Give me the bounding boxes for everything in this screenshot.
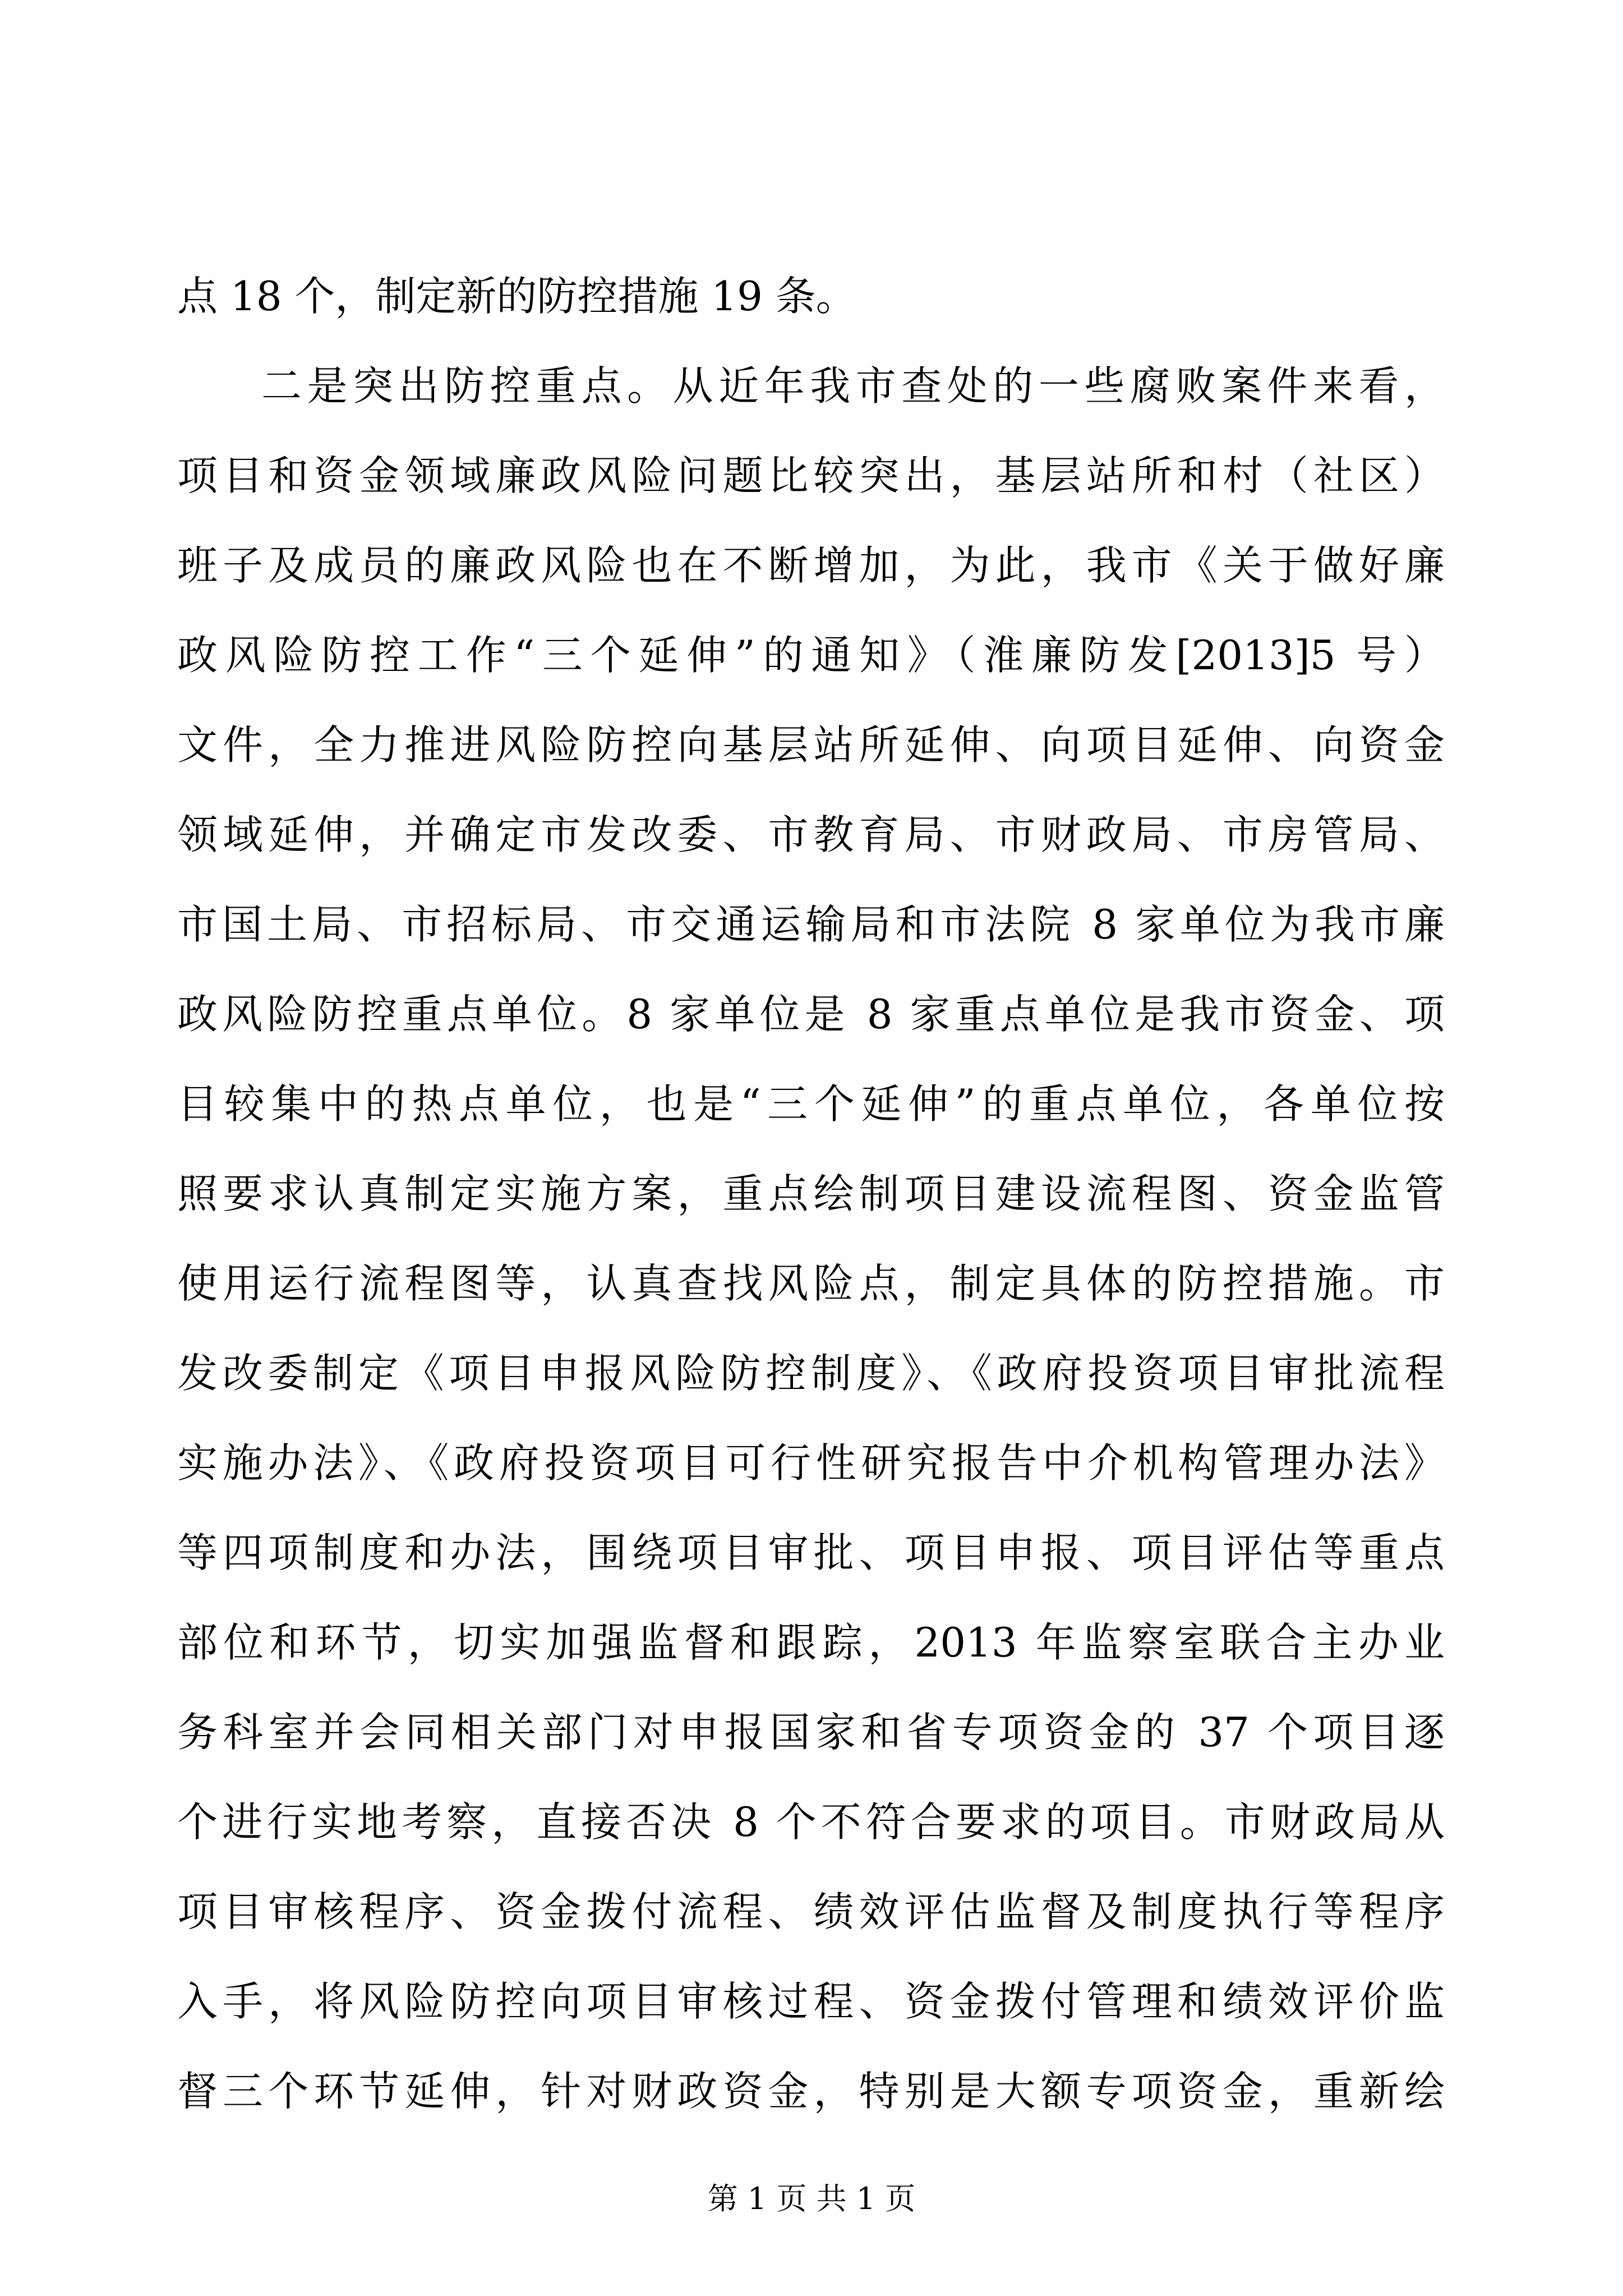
text-line: 等四项制度和办法，围绕项目审批、项目申报、项目评估等重点 (177, 1529, 1445, 1576)
text-line: 项目审核程序、资金拨付流程、绩效评估监督及制度执行等程序 (177, 1888, 1445, 1935)
text-line: 照要求认真制定实施方案，重点绘制项目建设流程图、资金监管 (177, 1170, 1445, 1217)
text-line: 点 18 个，制定新的防控措施 19 条。 (177, 273, 856, 320)
paragraph-first-line: 二是突出防控重点。从近年我市查处的一些腐败案件来看， (261, 362, 1445, 409)
page-number: 第 1 页 共 1 页 (707, 2181, 916, 2216)
text-line: 个进行实地考察，直接否决 8 个不符合要求的项目。市财政局从 (177, 1798, 1445, 1846)
text-line: 使用运行流程图等，认真查找风险点，制定具体的防控措施。市 (177, 1260, 1445, 1307)
text-line: 文件，全力推进风险防控向基层站所延伸、向项目延伸、向资金 (177, 721, 1445, 769)
text-line: 务科室并会同相关部门对申报国家和省专项资金的 37 个项目逐 (177, 1709, 1445, 1756)
text-line: 部位和环节，切实加强监督和跟踪，2013 年监察室联合主办业 (177, 1619, 1445, 1666)
text-line: 班子及成员的廉政风险也在不断增加，为此，我市《关于做好廉 (177, 542, 1445, 589)
text-line: 领域延伸，并确定市发改委、市教育局、市财政局、市房管局、 (177, 811, 1445, 858)
page-footer (0, 2177, 1623, 2221)
text-line: 督三个环节延伸，针对财政资金，特别是大额专项资金，重新绘 (177, 2068, 1445, 2115)
text-line: 实施办法》、《政府投资项目可行性研究报告中介机构管理办法》 (177, 1439, 1445, 1487)
text-line: 政风险防控重点单位。8 家单位是 8 家重点单位是我市资金、项 (177, 991, 1445, 1038)
text-line: 发改委制定《项目申报风险防控制度》、《政府投资项目审批流程 (177, 1350, 1445, 1397)
text-line: 市国土局、市招标局、市交通运输局和市法院 8 家单位为我市廉 (177, 901, 1445, 948)
text-line: 项目和资金领域廉政风险问题比较突出，基层站所和村（社区） (177, 452, 1445, 499)
text-line: 政风险防控工作“三个延伸”的通知》（淮廉防发[2013]5 号） (177, 632, 1445, 679)
text-line: 入手，将风险防控向项目审核过程、资金拨付管理和绩效评价监 (177, 1978, 1445, 2025)
text-line: 目较集中的热点单位，也是“三个延伸”的重点单位，各单位按 (177, 1080, 1445, 1128)
